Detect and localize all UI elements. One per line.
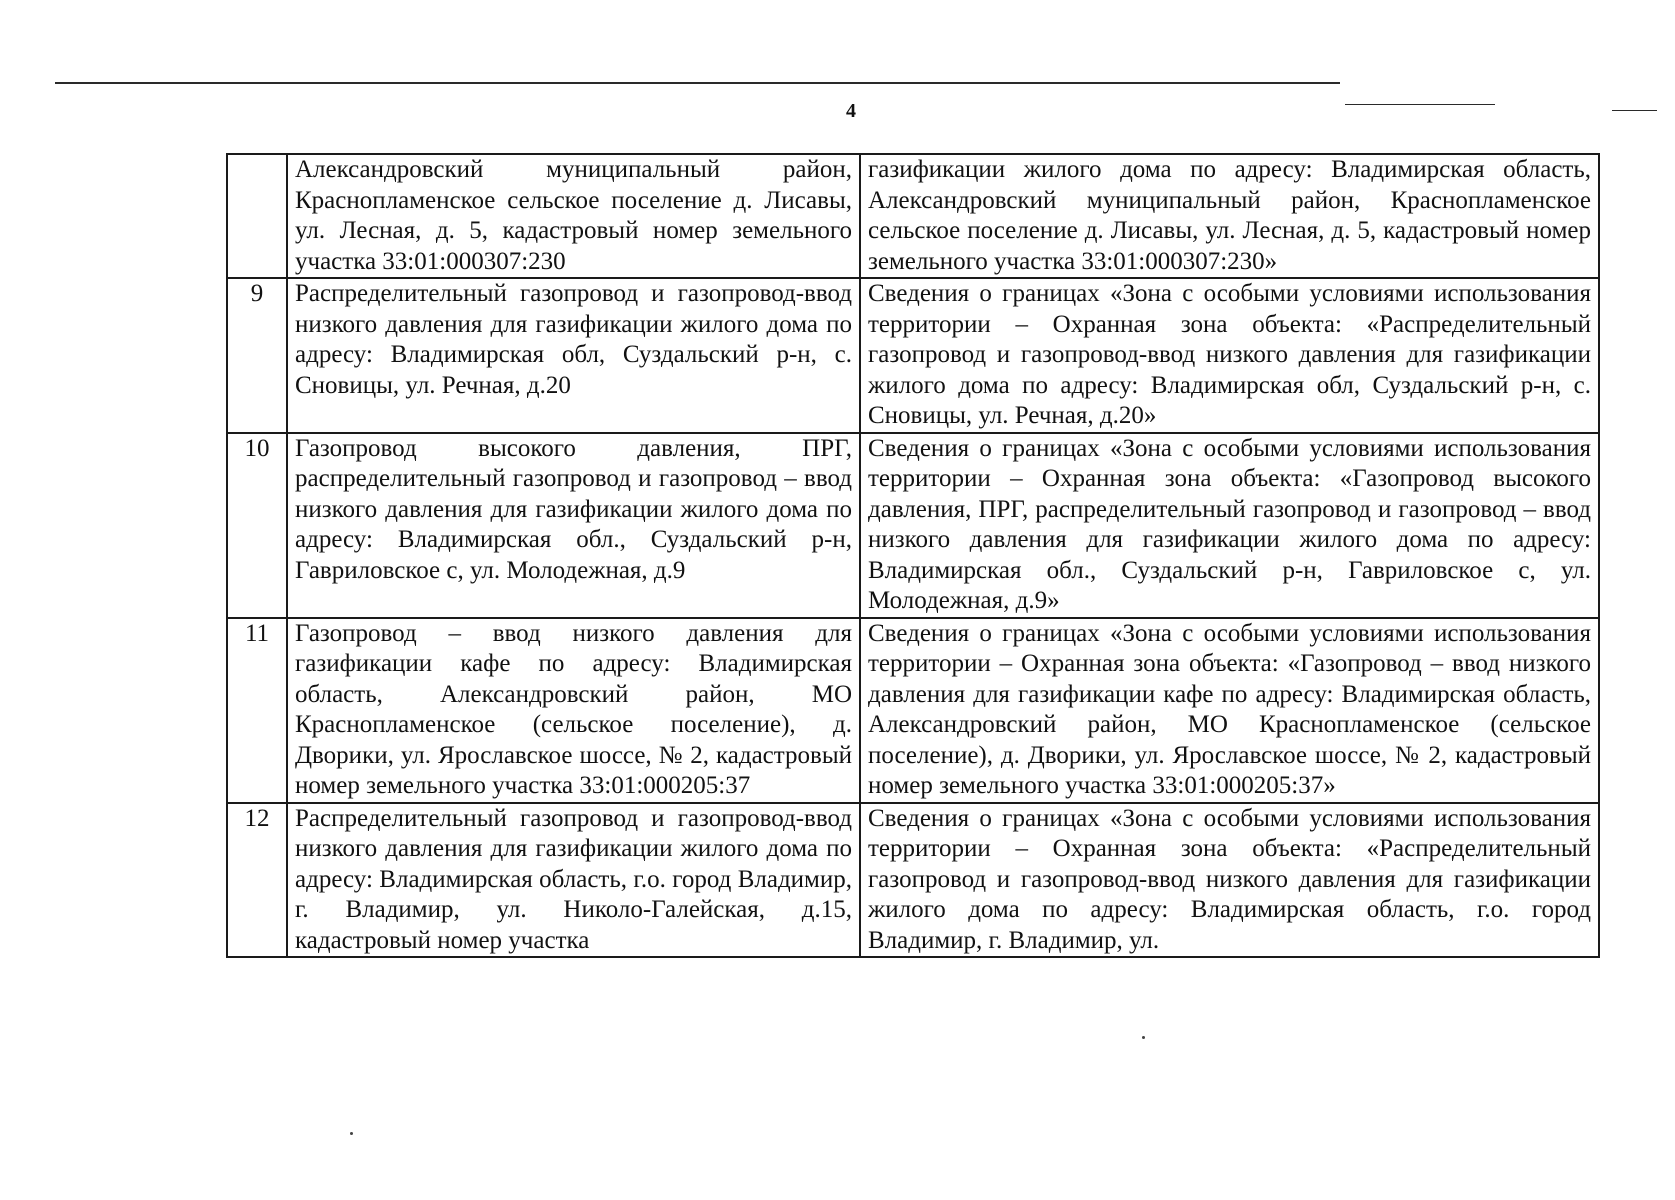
scan-speck <box>1142 1036 1145 1039</box>
page-number: 4 <box>846 100 856 122</box>
table-row <box>227 278 1599 433</box>
object-description: Газопровод – ввод низкого давления для газификации кафе по адресу: Владимирская область, Александровский район, МО Краснопламенское (сельское поселение), д. Дворики, ул. Ярославское шоссе, № 2, кадастровый номер земельного участка 33:01:000205:37 <box>287 618 860 803</box>
header-rule-right <box>1345 104 1495 105</box>
row-number: 10 <box>227 433 287 618</box>
scan-speck <box>350 1132 353 1135</box>
zone-information: газификации жилого дома по адресу: Владимирская область, Александровский муниципальный район, Краснопламенское сельское поселение д. Лисавы, ул. Лесная, д. 5, кадастровый номер земельного участка 33:01:000307:230» <box>860 154 1599 278</box>
row-number: 11 <box>227 618 287 803</box>
object-description: Александровский муниципальный район, Краснопламенское сельское поселение д. Лисавы, ул. Лесная, д. 5, кадастровый номер земельного участка 33:01:000307:230 <box>287 154 860 278</box>
row-number <box>227 154 287 278</box>
zone-information: Сведения о границах «Зона с особыми условиями использования территории – Охранная зона объекта: «Распределительный газопровод и газопровод-ввод низкого давления для газификации жилого дома по адресу: Владимирская область, г.о. город Владимир, г. Владимир, ул. <box>860 803 1599 958</box>
zone-information: Сведения о границах «Зона с особыми условиями использования территории – Охранная зона объекта: «Газопровод высокого давления, ПРГ, распределительный газопровод и газопровод – ввод низкого давления для газификации жилого дома по адресу: Владимирская обл., Суздальский р-н, Гавриловское с, ул. Молодежная, д.9» <box>860 433 1599 618</box>
header-rule-edge <box>1612 110 1657 111</box>
row-number: 12 <box>227 803 287 958</box>
object-description: Распределительный газопровод и газопровод-ввод низкого давления для газификации жилого дома по адресу: Владимирская область, г.о. город Владимир, г. Владимир, ул. Николо-Галейская, д.15, кадастровый номер участка <box>287 803 860 958</box>
object-description: Газопровод высокого давления, ПРГ, распределительный газопровод и газопровод – ввод низкого давления для газификации жилого дома по адресу: Владимирская обл., Суздальский р-н, Гавриловское с, ул. Молодежная, д.9 <box>287 433 860 618</box>
table-row <box>227 154 1599 278</box>
table-row <box>227 618 1599 803</box>
header-rule <box>55 82 1340 84</box>
zone-information: Сведения о границах «Зона с особыми условиями использования территории – Охранная зона объекта: «Газопровод – ввод низкого давления для газификации кафе по адресу: Владимирская область, Александровский район, МО Краснопламенское (сельское поселение), д. Дворики, ул. Ярославское шоссе, № 2, кадастровый номер земельного участка 33:01:000205:37» <box>860 618 1599 803</box>
table-row <box>227 803 1599 958</box>
row-number: 9 <box>227 278 287 433</box>
register-table <box>226 153 1600 958</box>
object-description: Распределительный газопровод и газопровод-ввод низкого давления для газификации жилого дома по адресу: Владимирская обл, Суздальский р-н, с. Сновицы, ул. Речная, д.20 <box>287 278 860 433</box>
table-row <box>227 433 1599 618</box>
zone-information: Сведения о границах «Зона с особыми условиями использования территории – Охранная зона объекта: «Распределительный газопровод и газопровод-ввод низкого давления для газификации жилого дома по адресу: Владимирская обл, Суздальский р-н, с. Сновицы, ул. Речная, д.20» <box>860 278 1599 433</box>
